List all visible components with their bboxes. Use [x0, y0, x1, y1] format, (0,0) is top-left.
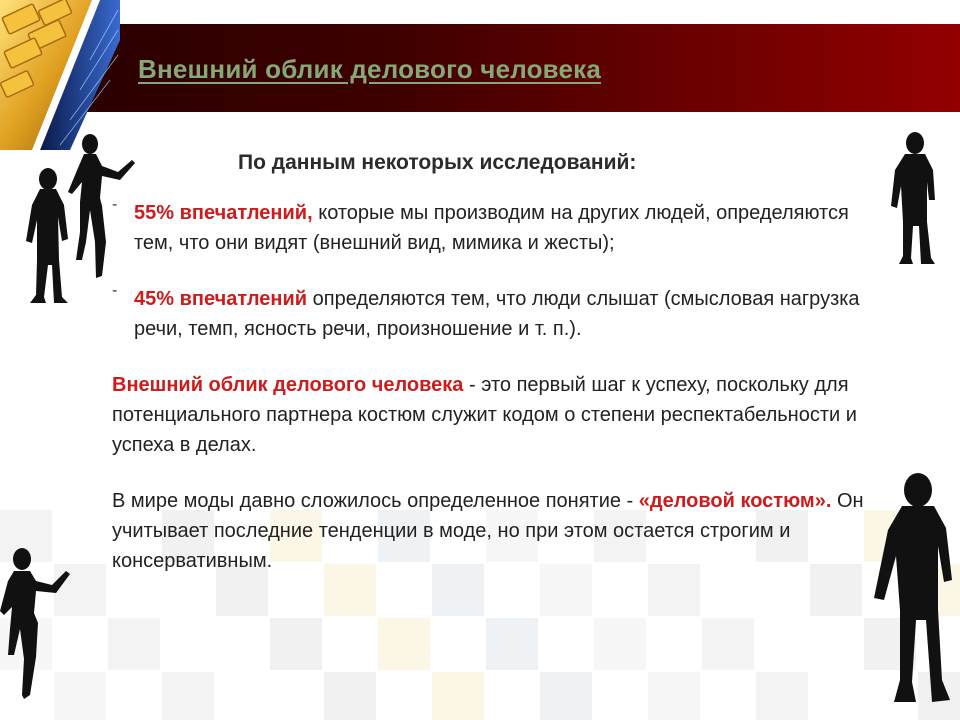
background-tile	[108, 618, 160, 670]
background-tile	[432, 672, 484, 720]
paragraph-business-appearance	[112, 370, 872, 460]
background-tile	[594, 672, 646, 720]
background-tile	[270, 672, 322, 720]
paragraph-text: - это первый шаг к успеху, поскольку для потенциального партнера костюм служит кодом о степени респектабельности и успеха в делах.	[112, 374, 857, 456]
slide-title: Внешний облик делового человека	[138, 54, 602, 84]
background-tile	[756, 672, 808, 720]
background-tile	[702, 672, 754, 720]
background-tile	[540, 618, 592, 670]
content-block	[112, 148, 872, 602]
background-tile	[216, 672, 268, 720]
background-tile	[594, 618, 646, 670]
background-tile	[108, 672, 160, 720]
gold-bars-image	[0, 0, 120, 150]
bullet-emphasis: 45% впечатлений	[134, 288, 308, 310]
background-tile	[540, 672, 592, 720]
background-tile	[702, 618, 754, 670]
background-tile	[378, 618, 430, 670]
woman-silhouette-bottom-left	[0, 545, 74, 703]
man-silhouette-right-top	[883, 130, 943, 265]
background-tile	[756, 618, 808, 670]
bullet-item	[112, 198, 864, 258]
subtitle: По данным некоторых исследований:	[238, 151, 637, 174]
background-tile	[432, 618, 484, 670]
paragraph-business-suit	[112, 486, 872, 576]
background-tile	[270, 618, 322, 670]
background-tile	[648, 618, 700, 670]
man-silhouette-bottom-right	[872, 470, 958, 710]
bullet-dash: -	[112, 282, 118, 299]
bullet-text: определяются тем, что люди слышат (смысловая нагрузка речи, темп, ясность речи, произношение и т. п.).	[134, 288, 860, 340]
background-tile	[486, 618, 538, 670]
paragraph-text-start: В мире моды давно сложилось определенное понятие -	[112, 490, 639, 512]
background-tile	[810, 672, 862, 720]
background-tile	[810, 618, 862, 670]
background-tile	[378, 672, 430, 720]
background-tile	[162, 618, 214, 670]
background-tile	[324, 618, 376, 670]
background-tile	[324, 672, 376, 720]
background-tile	[162, 672, 214, 720]
paragraph-text-end: Он учитывает последние тенденции в моде, но при этом остается строгим и консервативным.	[112, 490, 864, 572]
background-tile	[216, 618, 268, 670]
bullet-emphasis: 55% впечатлений,	[134, 202, 313, 224]
background-tile	[648, 672, 700, 720]
bullet-text: которые мы производим на других людей, определяются тем, что они видят (внешний вид, мимика и жесты);	[134, 202, 849, 254]
bullet-item	[112, 284, 864, 344]
bullet-dash: -	[112, 196, 118, 213]
paragraph-emphasis: Внешний облик делового человека	[112, 374, 464, 396]
background-tile	[486, 672, 538, 720]
paragraph-emphasis: «деловой костюм».	[638, 490, 832, 512]
